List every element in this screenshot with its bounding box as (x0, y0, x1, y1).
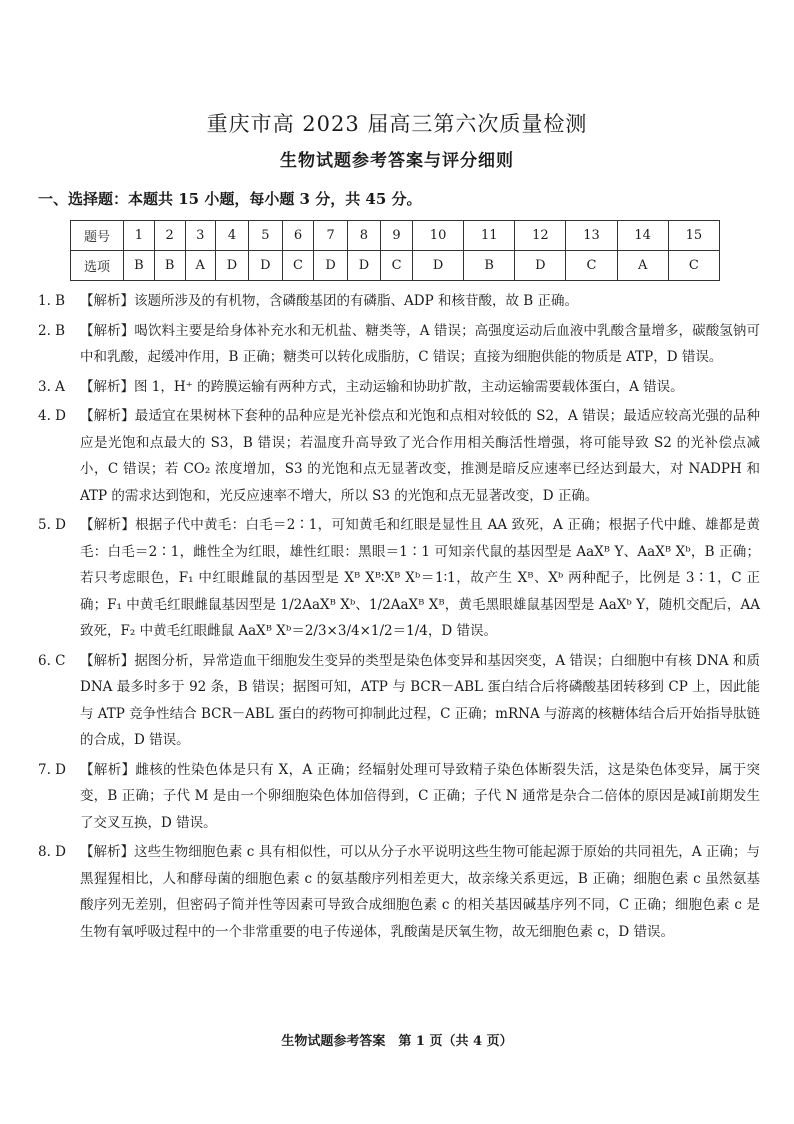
table-header-number: 题号 (71, 221, 124, 251)
item-number: 3. A (38, 378, 65, 395)
question-number-cell: 5 (249, 221, 282, 251)
item-number: 6. C (38, 652, 66, 669)
item-number: 8. D (38, 844, 66, 860)
answer-option-cell: A (185, 251, 215, 281)
item-text: 【解析】最适宜在果树林下套种的品种应是光补偿点和光饱和点相对较低的 S2，A 错误；最适应较高光强的品种应是光饱和点最大的 S3，B 错误；若温度升高导致了光合作用相关酶活性增强，将可能导致 S2 的光补偿点减小，C 错误；若 CO₂ 浓度增加，S3 的光饱和点无显著改变，推测是暗反应速率已经达到最大，对 NADPH 和 ATP 的需求达到饱和，光反应速率不增大，所以 S3 的光饱和点无显著改变，D 正确。 (80, 408, 760, 504)
item-number: 1. B (38, 293, 66, 309)
answer-option-cell: D (249, 251, 282, 281)
explanation-item (38, 374, 760, 401)
answer-option-cell: D (413, 251, 464, 281)
answer-option-cell: B (124, 251, 155, 281)
answer-option-cell: D (314, 251, 347, 281)
explanation-item (38, 403, 760, 509)
answer-option-cell: A (617, 251, 668, 281)
page-title: 重庆市高 2023 届高三第六次质量检测 (206, 112, 588, 136)
item-text: 【解析】喝饮料主要是给身体补充水和无机盐、糖类等，A 错误；高强度运动后血液中乳酸含量增多，碳酸氢钠可中和乳酸，起缓冲作用，B 正确；糖类可以转化成脂肪，C 错误；直接为细胞供能的物质是 ATP，D 错误。 (80, 322, 760, 365)
question-number-cell: 10 (413, 221, 464, 251)
question-number-cell: 6 (282, 221, 314, 251)
question-number-cell: 14 (617, 221, 668, 251)
explanation-item (38, 512, 760, 645)
question-number-cell: 9 (381, 221, 413, 251)
question-number-cell: 4 (215, 221, 248, 251)
explanation-item (38, 839, 760, 945)
question-number-cell: 2 (154, 221, 185, 251)
answer-option-cell: C (282, 251, 314, 281)
question-number-cell: 8 (347, 221, 380, 251)
answer-option-cell: D (347, 251, 380, 281)
question-number-cell: 15 (668, 221, 719, 251)
item-text: 【解析】据图分析，异常造血干细胞发生变异的类型是染色体变异和基因突变，A 错误；白细胞中有核 DNA 和质 DNA 最多时多于 92 条，B 错误；据图可知，ATP 与 BCR－ABL 蛋白结合后将磷酸基团转移到 CP 上，因此能与 ATP 竞争性结合 BCR－ABL 蛋白的药物可抑制此过程，C 正确；mRNA 与游离的核糖体结合后开始指导肽链的合成，D 错误。 (80, 652, 761, 748)
question-number-cell: 7 (314, 221, 347, 251)
question-number-cell: 3 (185, 221, 215, 251)
item-number: 4. D (38, 408, 66, 424)
answer-table (70, 220, 720, 281)
explanation-item (38, 288, 760, 315)
table-header-option: 选项 (71, 251, 124, 281)
item-text: 【解析】这些生物细胞色素 c 具有相似性，可以从分子水平说明这些生物可能起源于原始的共同祖先，A 正确；与黑猩猩相比，人和酵母菌的细胞色素 c 的氨基酸序列相差更大，故亲缘关系更远，B 正确；细胞色素 c 虽然氨基酸序列无差别，但密码子简并性等因素可导致合成细胞色素 c 的相关基因碱基序列不同，C 正确；细胞色素 c 是生物有氧呼吸过程中的一个非常重要的电子传递体，乳酸菌是厌氧生物，故无细胞色素 c，D 错误。 (80, 844, 760, 940)
answer-option-cell: C (668, 251, 719, 281)
explanation-item (38, 648, 760, 754)
answer-table-option-row (71, 251, 720, 281)
question-number-cell: 1 (124, 221, 155, 251)
question-number-cell: 12 (515, 221, 566, 251)
answer-option-cell: D (515, 251, 566, 281)
explanation-item (38, 757, 760, 837)
answer-option-cell: B (154, 251, 185, 281)
item-number: 5. D (38, 517, 66, 533)
item-text: 【解析】雌核的性染色体是只有 X，A 正确；经辐射处理可导致精子染色体断裂失活，这是染色体变异，属于突变，B 正确；子代 M 是由一个卵细胞染色体加倍得到，C 正确；子代 N 通常是杂合二倍体的原因是减Ⅰ前期发生了交叉互换，D 错误。 (80, 761, 760, 831)
answer-table-number-row (71, 221, 720, 251)
explanation-list (38, 288, 760, 948)
question-number-cell: 11 (464, 221, 515, 251)
answer-option-cell: D (215, 251, 248, 281)
answer-option-cell: B (464, 251, 515, 281)
question-number-cell: 13 (566, 221, 617, 251)
item-text: 【解析】该题所涉及的有机物，含磷酸基团的有磷脂、ADP 和核苷酸，故 B 正确。 (80, 293, 578, 309)
item-number: 2. B (38, 322, 66, 339)
page-footer: 生物试题参考答案 第 1 页（共 4 页） (281, 1034, 513, 1049)
section-heading: 一、选择题：本题共 15 小题，每小题 3 分，共 45 分。 (38, 190, 422, 208)
item-text: 【解析】图 1，H⁺ 的跨膜运输有两种方式，主动运输和协助扩散，主动运输需要载体蛋白，A 错误。 (80, 378, 684, 395)
explanation-item (38, 318, 760, 371)
page-subtitle: 生物试题参考答案与评分细则 (280, 151, 514, 171)
item-text: 【解析】根据子代中黄毛：白毛＝2∶1，可知黄毛和红眼是显性且 AA 致死，A 正确；根据子代中雌、雄都是黄毛：白毛＝2∶1，雌性全为红眼，雄性红眼：黑眼＝1∶1 可知亲代鼠的基因型是 AaXᴮ Y、AaXᴮ Xᵇ，B 正确；若只考虑眼色，F₁ 中红眼雌鼠的基因型是 Xᴮ Xᴮ∶Xᴮ Xᵇ＝1∶1，故产生 Xᴮ、Xᵇ 两种配子，比例是 3∶1，C 正确；F₁ 中黄毛红眼雌鼠基因型是 1/2AaXᴮ Xᵇ、1/2AaXᴮ Xᴮ，黄毛黑眼雄鼠基因型是 AaXᵇ Y，随机交配后，AA 致死，F₂ 中黄毛红眼雌鼠 AaXᴮ Xᵇ＝2/3×3/4×1/2＝1/4，D 错误。 (80, 517, 760, 639)
answer-option-cell: C (566, 251, 617, 281)
item-number: 7. D (38, 761, 66, 778)
answer-option-cell: C (381, 251, 413, 281)
